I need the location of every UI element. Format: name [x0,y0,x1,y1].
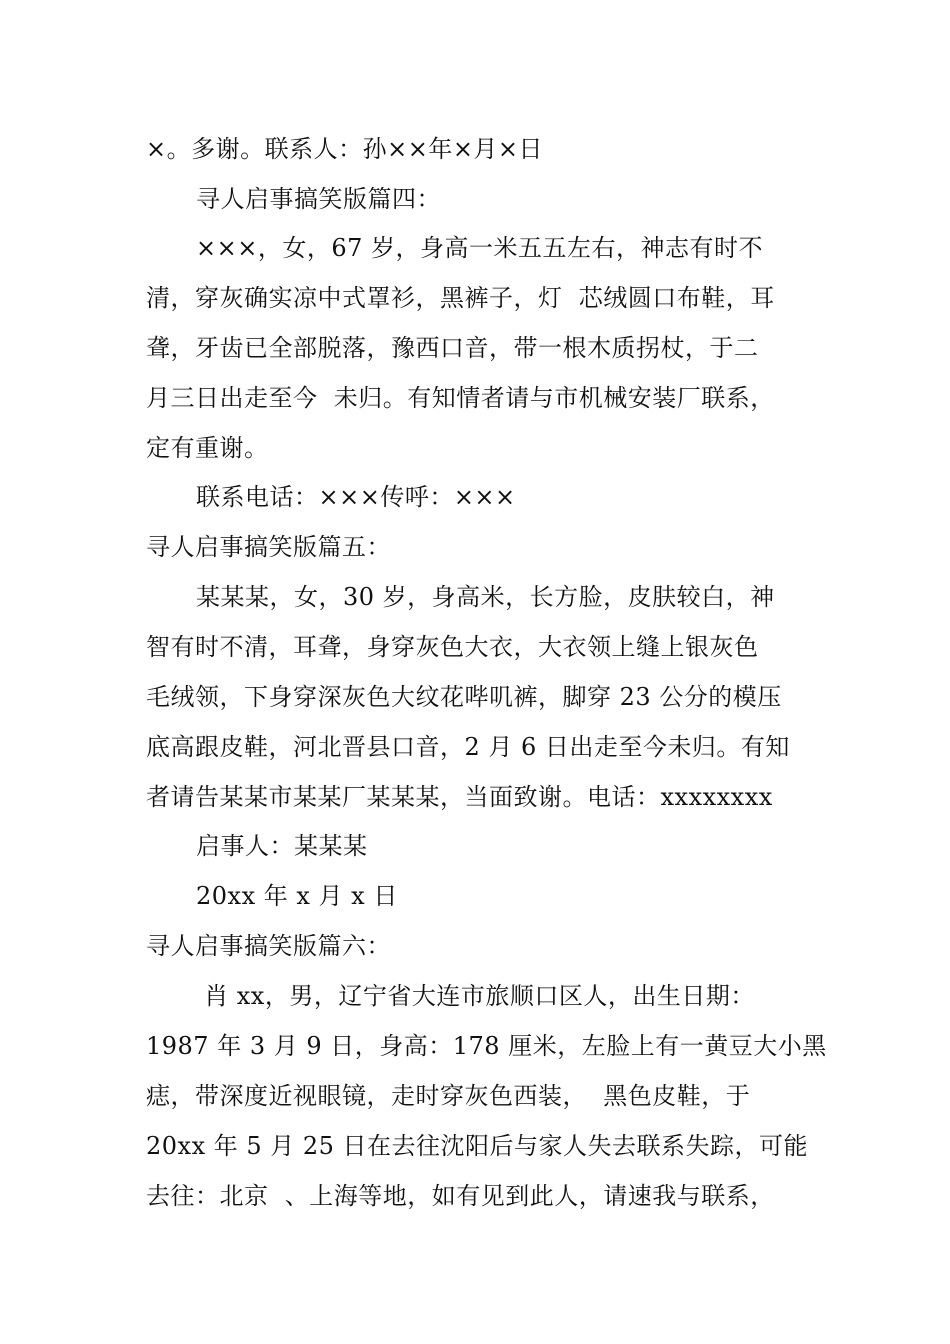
section-heading: 寻人启事搞笑版篇六： [146,932,391,960]
text-line: ×××，女，67 岁，身高一米五五左右，神志有时不 [196,234,763,262]
text-line: 1987 年 3 月 9 日，身高：178 厘米，左脸上有一黄豆大小黑 [146,1032,827,1060]
section-heading: 寻人启事搞笑版篇五： [146,533,391,561]
text-line: 清，穿灰确实凉中式罩衫，黑裤子，灯 芯绒圆口布鞋，耳 [146,284,775,312]
text-line: 某某某，女，30 岁，身高米，长方脸，皮肤较白，神 [196,583,775,611]
text-line: 去往：北京 、上海等地，如有见到此人，请速我与联系， [146,1182,775,1210]
text-line: 定有重谢。 [146,434,269,462]
text-line: 智有时不清，耳聋，身穿灰色大衣，大衣领上缝上银灰色 [146,633,759,661]
signature-line: 启事人：某某某 [196,832,368,860]
text-line: ×。多谢。联系人：孙××年×月×日 [146,135,544,163]
contact-line: 联系电话：×××传呼：××× [196,483,516,511]
text-line: 者请告某某市某某厂某某某，当面致谢。电话：xxxxxxxx [146,783,773,811]
section-heading: 寻人启事搞笑版篇四： [196,185,441,213]
text-line: 痣，带深度近视眼镜，走时穿灰色西装， 黑色皮鞋，于 [146,1082,751,1110]
text-line: 底高跟皮鞋，河北晋县口音，2 月 6 日出走至今未归。有知 [146,733,790,761]
text-line: 肖 xx，男，辽宁省大连市旅顺口区人，出生日期： [196,982,755,1010]
text-line: 20xx 年 5 月 25 日在去往沈阳后与家人失去联系失踪，可能 [146,1132,809,1160]
text-line: 月三日出走至今 未归。有知情者请与市机械安装厂联系， [146,384,775,412]
text-line: 毛绒领，下身穿深灰色大纹花哔叽裤，脚穿 23 公分的模压 [146,683,782,711]
text-line: 聋，牙齿已全部脱落，豫西口音，带一根木质拐杖，于二 [146,334,759,362]
date-line: 20xx 年 x 月 x 日 [196,882,398,910]
